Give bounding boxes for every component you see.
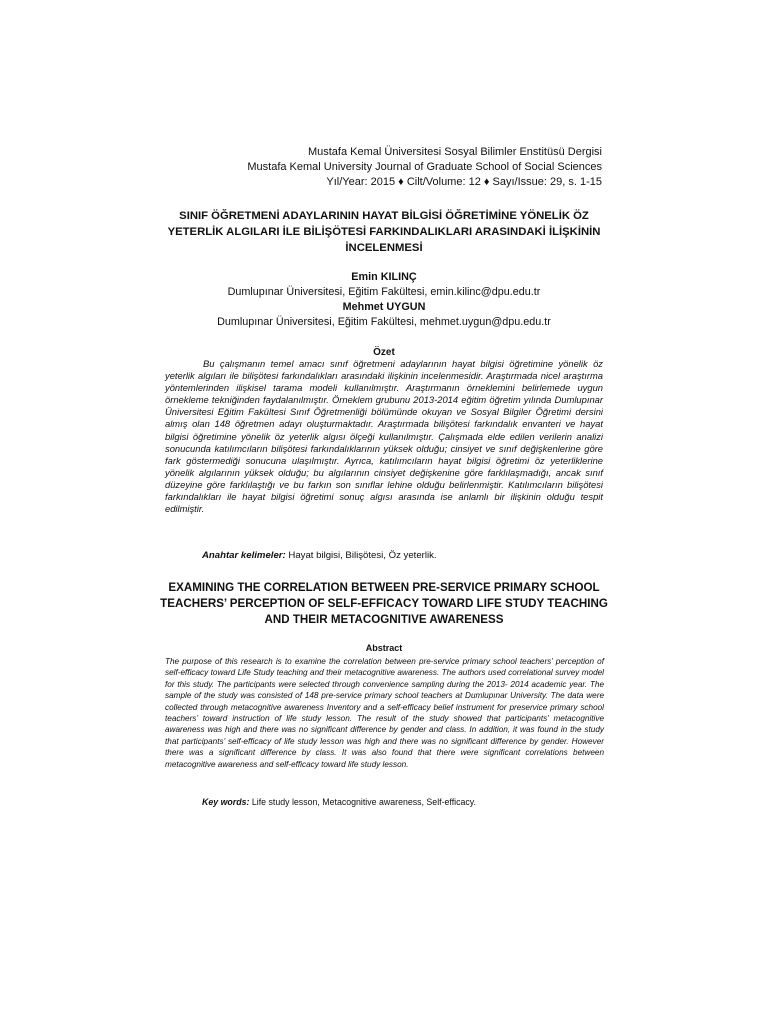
turkish-keywords-label: Anahtar kelimeler: (202, 550, 286, 561)
abstract-body: The purpose of this research is to examine the correlation between pre-service primary school teachers’ perception of self-efficacy toward Life Study teaching and their metacognitive awareness. The authors used correlational survey model for this study. The participants were selected through convenience sampling during the 2013- 2014 academic year. The sample of the study was consisted of 148 pre-service primary school teachers at Dumlupınar University. The data were collected through metacognitive awareness Inventory and a self-efficacy belief instrument for preservice primary school teachers’ toward instruction of life study lesson. The result of the study showed that participants’ metacognitive awareness was high and there was no significant difference by gender and class. In addition, it was found in the study that participants’ self-efficacy of life study lesson was high and there was no significant difference by gender. However there was a significant difference by class. It was also found that there were significant correlations between metacognitive awareness and self-efficacy toward life study lesson. (165, 657, 604, 769)
author-affiliation-1: Dumlupınar Üniversitesi, Eğitim Fakültesi, emin.kilinc@dpu.edu.tr (227, 286, 541, 298)
journal-issue-info: Yıl/Year: 2015 ♦ Cilt/Volume: 12 ♦ Sayı/Issue: 29, s. 1-15 (326, 176, 602, 188)
turkish-keywords (202, 549, 602, 562)
journal-name-en: Mustafa Kemal University Journal of Graduate School of Social Sciences (247, 161, 602, 173)
author-block (164, 270, 604, 330)
english-title: EXAMINING THE CORRELATION BETWEEN PRE-SERVICE PRIMARY SCHOOL TEACHERS’ PERCEPTION OF SELF-EFFICACY TOWARD LIFE STUDY TEACHING AND THEIR METACOGNITIVE AWARENESS (160, 581, 608, 626)
journal-header (247, 145, 602, 190)
abstract-heading: Abstract (365, 643, 403, 653)
author-name-2: Mehmet UYGUN (342, 301, 426, 313)
english-keywords-label: Key words: (202, 797, 250, 807)
author-name-1: Emin KILINÇ (351, 271, 417, 283)
english-keywords (202, 796, 602, 808)
journal-name-tr: Mustafa Kemal Üniversitesi Sosyal Bilimler Enstitüsü Dergisi (307, 146, 602, 158)
turkish-keywords-text: Hayat bilgisi, Bilişötesi, Öz yeterlik. (285, 550, 437, 561)
ozet-body: Bu çalışmanın temel amacı sınıf öğretmeni adaylarının hayat bilgisi öğretimine yönelik öz yeterlik algıları ile bilişötesi farkındalıkları arasındaki ilişkinin incelenmesidir. Araştırmada nicel araştırma yöntemlerinden ilişkisel tarama modeli kullanılmıştır. Araştırmanın örneklemini belirlemede uygun örnekleme tekniğinden faydalanılmıştır. Örneklem grubunu 2013-2014 eğitim öğretim yılında Dumlupınar Üniversitesi Eğitim Fakültesi Sınıf Öğretmenliği bölümünde okuyan ve Sosyal Bilgiler Öğretimi dersini almış olan 148 öğretmen adayı oluşturmaktadır. Araştırmada bilişötesi farkındalık envanteri ve hayat bilgisi öğretimine yönelik öz yeterlik algısı ölçeği kullanılmıştır. Çalışmada elde edilen verilerin analizi sonucunda katılımcıların bilişötesi farkındalıklarının yüksek olduğu; cinsiyet ve sınıf değişkenlerine göre fark göstermediği sonucuna ulaşılmıştır. Ayrıca, katılımcıların hayat bilgisi öğretimi öz yeterliklerine yönelik algılarının yüksek olduğu; bu algılarının cinsiyet değişkenine göre farklılaşmadığı, ancak sınıf düzeyine göre farklılaştığı ve bu farkın son sınıflar lehine olduğu belirlenmiştir. Katılımcıların bilişötesi farkındalıkları ile hayat bilgisi öğretimi sonuç algısı arasında ise anlamlı bir ilişkinin olduğu tespit edilmiştir. (165, 358, 603, 515)
author-affiliation-2: Dumlupınar Üniversitesi, Eğitim Fakültesi, mehmet.uygun@dpu.edu.tr (217, 316, 551, 328)
turkish-title: SINIF ÖĞRETMENİ ADAYLARININ HAYAT BİLGİSİ ÖĞRETİMİNE YÖNELİK ÖZ YETERLİK ALGILARI İLE BİLİŞÖTESİ FARKINDALIKLARI ARASINDAKİ İLİŞKİNİN İNCELENMESİ (167, 210, 601, 254)
english-keywords-text: Life study lesson, Metacognitive awareness, Self-efficacy. (249, 797, 476, 807)
ozet-heading: Özet (373, 347, 395, 358)
